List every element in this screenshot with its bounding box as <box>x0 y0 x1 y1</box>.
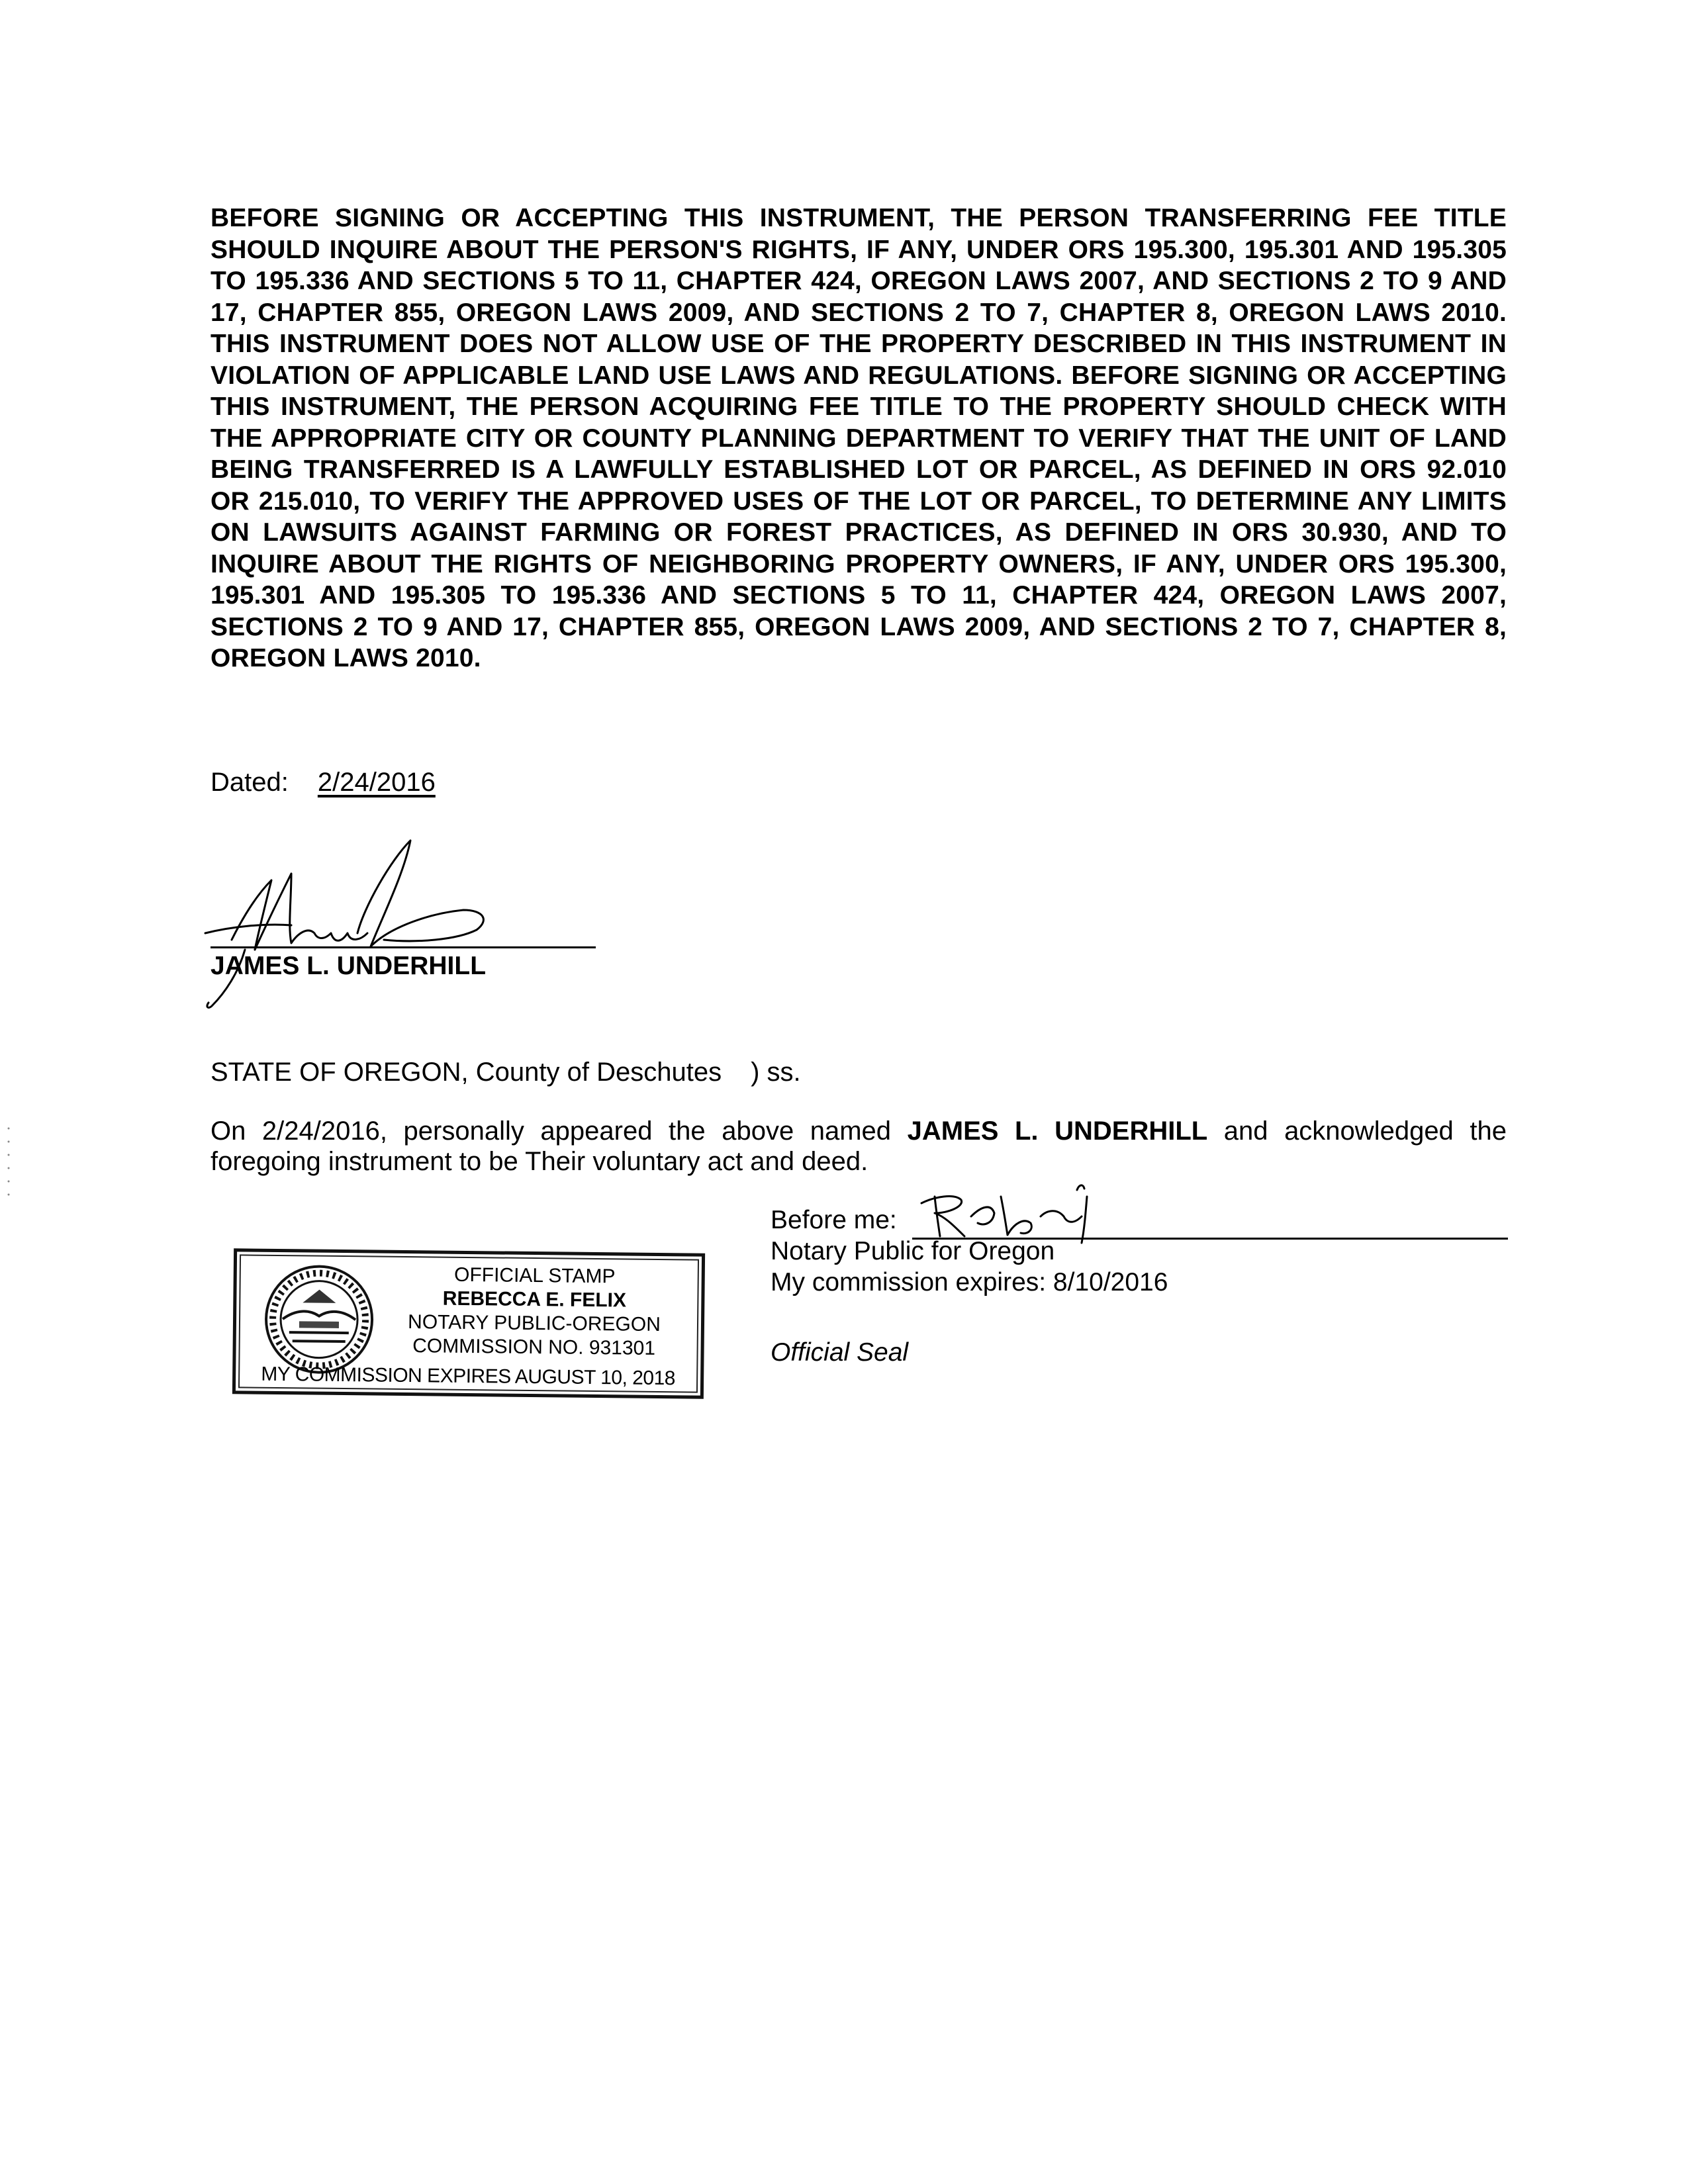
state-seal-emblem-icon <box>262 1263 376 1377</box>
state-county: STATE OF OREGON, County of Deschutes <box>211 1058 722 1087</box>
notary-title: Notary Public for Oregon <box>771 1237 1055 1265</box>
official-seal-label: Official Seal <box>771 1338 909 1367</box>
scan-margin-marks-icon <box>5 1125 12 1205</box>
ack-text-after: and acknowledged the foregoing instrument to be Their voluntary act and deed. <box>211 1116 1507 1176</box>
stamp-line-4: COMMISSION NO. 931301 <box>412 1335 656 1359</box>
before-me-label: Before me: <box>771 1206 897 1234</box>
stamp-line-2: REBECCA E. FELIX <box>442 1287 627 1312</box>
grantor-signature-icon <box>192 834 510 1032</box>
land-use-warning-paragraph: BEFORE SIGNING OR ACCEPTING THIS INSTRUMENT, THE PERSON TRANSFERRING FEE TITLE SHOULD INQUIRE ABOUT THE PERSON'S RIGHTS, IF ANY, UNDER ORS 195.300, 195.301 AND 195.305 TO 195.336 AND SECTIONS 5 TO 11, CHAPTER 424, OREGON LAWS 2007, AND SECTIONS 2 TO 9 AND 17, CHAPTER 855, OREGON LAWS 2009, AND SECTIONS 2 TO 7, CHAPTER 8, OREGON LAWS 2010. THIS INSTRUMENT DOES NOT ALLOW USE OF THE PROPERTY DESCRIBED IN THIS INSTRUMENT IN VIOLATION OF APPLICABLE LAND USE LAWS AND REGULATIONS. BEFORE SIGNING OR ACCEPTING THIS INSTRUMENT, THE PERSON ACQUIRING FEE TITLE TO THE PROPERTY SHOULD CHECK WITH THE APPROPRIATE CITY OR COUNTY PLANNING DEPARTMENT TO VERIFY THAT THE UNIT OF LAND BEING TRANSFERRED IS A LAWFULLY ESTABLISHED LOT OR PARCEL, AS DEFINED IN ORS 92.010 OR 215.010, TO VERIFY THE APPROVED USES OF THE LOT OR PARCEL, TO DETERMINE ANY LIMITS ON LAWSUITS AGAINST FARMING OR FOREST PRACTICES, AS DEFINED IN ORS 30.930, AND TO INQUIRE ABOUT THE RIGHTS OF NEIGHBORING PROPERTY OWNERS, IF ANY, UNDER ORS 195.300, 195.301 AND 195.305 TO 195.336 AND SECTIONS 5 TO 11, CHAPTER 424, OREGON LAWS 2007, SECTIONS 2 TO 9 AND 17, CHAPTER 855, OREGON LAWS 2009, AND SECTIONS 2 TO 7, CHAPTER 8, OREGON LAWS 2010. <box>211 204 1507 672</box>
stamp-line-1: OFFICIAL STAMP <box>453 1263 616 1288</box>
notary-stamp <box>232 1248 705 1398</box>
venue-line <box>211 1058 801 1087</box>
ack-name: JAMES L. UNDERHILL <box>907 1116 1208 1146</box>
stamp-text <box>381 1263 686 1361</box>
dated-value: 2/24/2016 <box>317 768 436 797</box>
commission-expires: My commission expires: 8/10/2016 <box>771 1268 1168 1297</box>
acknowledgment-paragraph <box>211 1116 1507 1177</box>
ack-text-before: On 2/24/2016, personally appeared the above named <box>211 1116 892 1146</box>
notary-block <box>771 1205 1168 1298</box>
stamp-line-3: NOTARY PUBLIC-OREGON <box>407 1311 661 1336</box>
dated-line <box>211 768 436 797</box>
signer-name: JAMES L. UNDERHILL <box>211 952 487 980</box>
signature-line <box>211 946 596 948</box>
ss-marker: ) ss. <box>751 1058 801 1087</box>
stamp-line-5: MY COMMISSION EXPIRES AUGUST 10, 2018 <box>261 1363 676 1390</box>
dated-label: Dated: <box>211 768 289 797</box>
